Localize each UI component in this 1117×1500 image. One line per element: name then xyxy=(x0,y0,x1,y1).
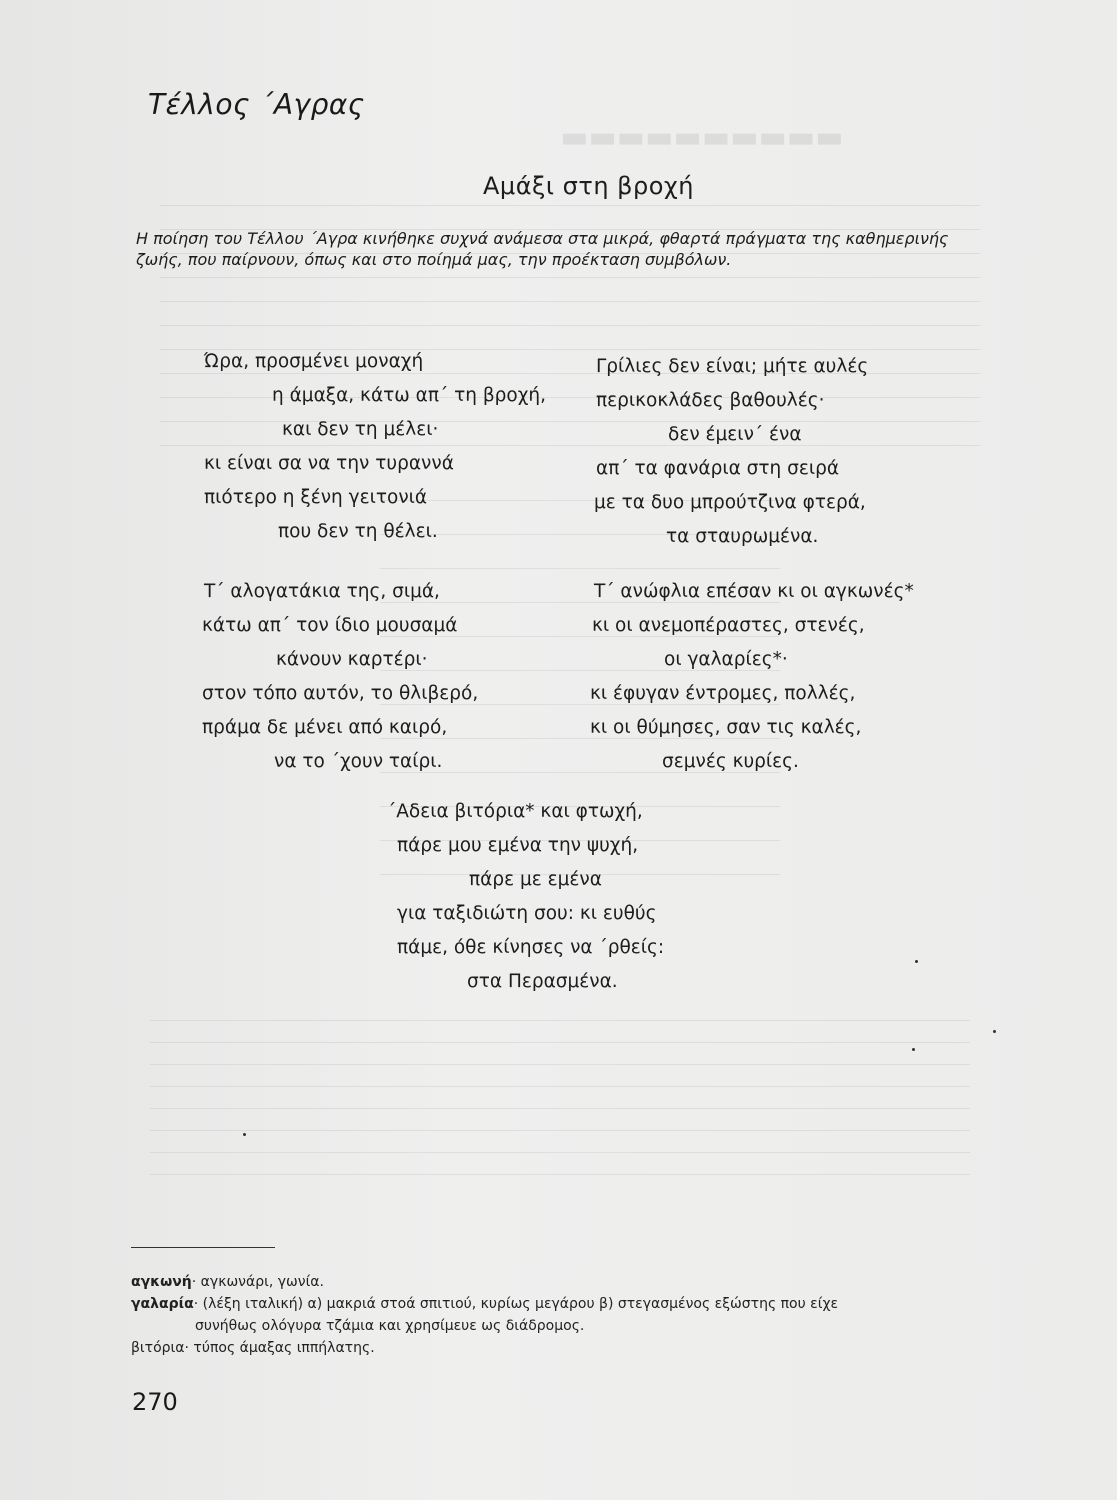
verse-line: δεν έμειν΄ ένα xyxy=(668,424,802,445)
bleed-through xyxy=(150,1020,970,1180)
verse-line: τα σταυρωμένα. xyxy=(666,526,819,547)
stanza-3 xyxy=(200,575,478,779)
verse-line: απ΄ τα φανάρια στη σειρά xyxy=(596,458,840,479)
footnote-definition: · αγκωνάρι, γωνία. xyxy=(191,1274,324,1290)
verse-line: η άμαξα, κάτω απ΄ τη βροχή, xyxy=(272,385,547,406)
verse-line: πιότερο η ξένη γειτονιά xyxy=(204,487,428,508)
verse-line: στον τόπο αυτόν, το θλιβερό, xyxy=(202,683,479,704)
footnotes xyxy=(131,1271,991,1359)
speck xyxy=(993,1030,996,1033)
stanza-5 xyxy=(385,795,664,999)
footnote xyxy=(131,1293,991,1337)
footnote-term: βιτόρια xyxy=(131,1340,185,1356)
page-number: 270 xyxy=(132,1388,178,1416)
footnote xyxy=(131,1271,991,1293)
author-name: Τέλλος ΄Αγρας xyxy=(148,88,365,121)
verse-line: κάνουν καρτέρι· xyxy=(276,649,428,670)
speck xyxy=(243,1133,246,1136)
footnote xyxy=(131,1337,991,1359)
speck xyxy=(912,1048,915,1051)
footnote-term: αγκωνή xyxy=(131,1274,192,1290)
verse-line: πάρε μου εμένα την ψυχή, xyxy=(397,835,639,856)
verse-line: πάρε με εμένα xyxy=(469,869,602,890)
poem-title: Αμάξι στη βροχή xyxy=(483,172,694,200)
verse-line: Γρίλιες δεν είναι; μήτε αυλές xyxy=(596,356,869,377)
verse-line: να το ΄χουν ταίρι. xyxy=(274,751,443,772)
verse-line: κάτω απ΄ τον ίδιο μουσαμά xyxy=(202,615,458,636)
verse-line: οι γαλαρίες*· xyxy=(664,649,788,670)
verse-line: Τ΄ ανώφλια επέσαν κι οι αγκωνές* xyxy=(594,581,914,602)
verse-line: περικοκλάδες βαθουλές· xyxy=(596,390,825,411)
stanza-1 xyxy=(200,345,546,549)
verse-line: στα Περασμένα. xyxy=(467,971,618,992)
stanza-2 xyxy=(594,350,868,554)
footnote-definition: · τύπος άμαξας ιππήλατης. xyxy=(184,1340,375,1356)
stanza-4 xyxy=(590,575,914,779)
intro-text: Η ποίηση του Τέλλου ΄Αγρα κινήθηκε συχνά ανάμεσα στα μικρά, φθαρτά πράγματα της καθημερινής ζωής, που παίρνουν, όπως και στο ποίημά μας, την προέκταση συμβόλων. xyxy=(136,229,949,269)
verse-line: Τ΄ αλογατάκια της, σιμά, xyxy=(204,581,440,602)
verse-line: πράμα δε μένει από καιρό, xyxy=(202,717,448,738)
verse-line: για ταξιδιώτη σου: κι ευθύς xyxy=(397,903,657,924)
footnote-definition: · (λέξη ιταλική) α) μακριά στοά σπιτιού, κυρίως μεγάρου β) στεγασμένος εξώστης που είχε xyxy=(193,1296,839,1312)
verse-line: Ώρα, προσμένει μοναχή xyxy=(204,351,424,372)
bleed-through: ▬▬▬▬▬▬▬▬▬▬ xyxy=(560,120,844,155)
verse-line: κι οι θύμησες, σαν τις καλές, xyxy=(590,717,862,738)
verse-line: κι οι ανεμοπέραστες, στενές, xyxy=(592,615,865,636)
footnote-rule xyxy=(131,1247,275,1248)
verse-line: πάμε, όθε κίνησες να ΄ρθείς: xyxy=(397,937,665,958)
verse-line: κι είναι σα να την τυραννά xyxy=(204,453,454,474)
verse-line: με τα δυο μπρούτζινα φτερά, xyxy=(594,492,866,513)
verse-line: σεμνές κυρίες. xyxy=(662,751,799,772)
footnote-continuation: συνήθως ολόγυρα τζάμια και χρησίμευε ως διάδρομος. xyxy=(195,1318,585,1334)
verse-line: κι έφυγαν έντρομες, πολλές, xyxy=(590,683,856,704)
footnote-term: γαλαρία xyxy=(131,1296,194,1312)
speck xyxy=(915,960,918,963)
verse-line: ΄Αδεια βιτόρια* και φτωχή, xyxy=(387,801,643,822)
verse-line: που δεν τη θέλει. xyxy=(278,521,438,542)
verse-line: και δεν τη μέλει· xyxy=(282,419,439,440)
